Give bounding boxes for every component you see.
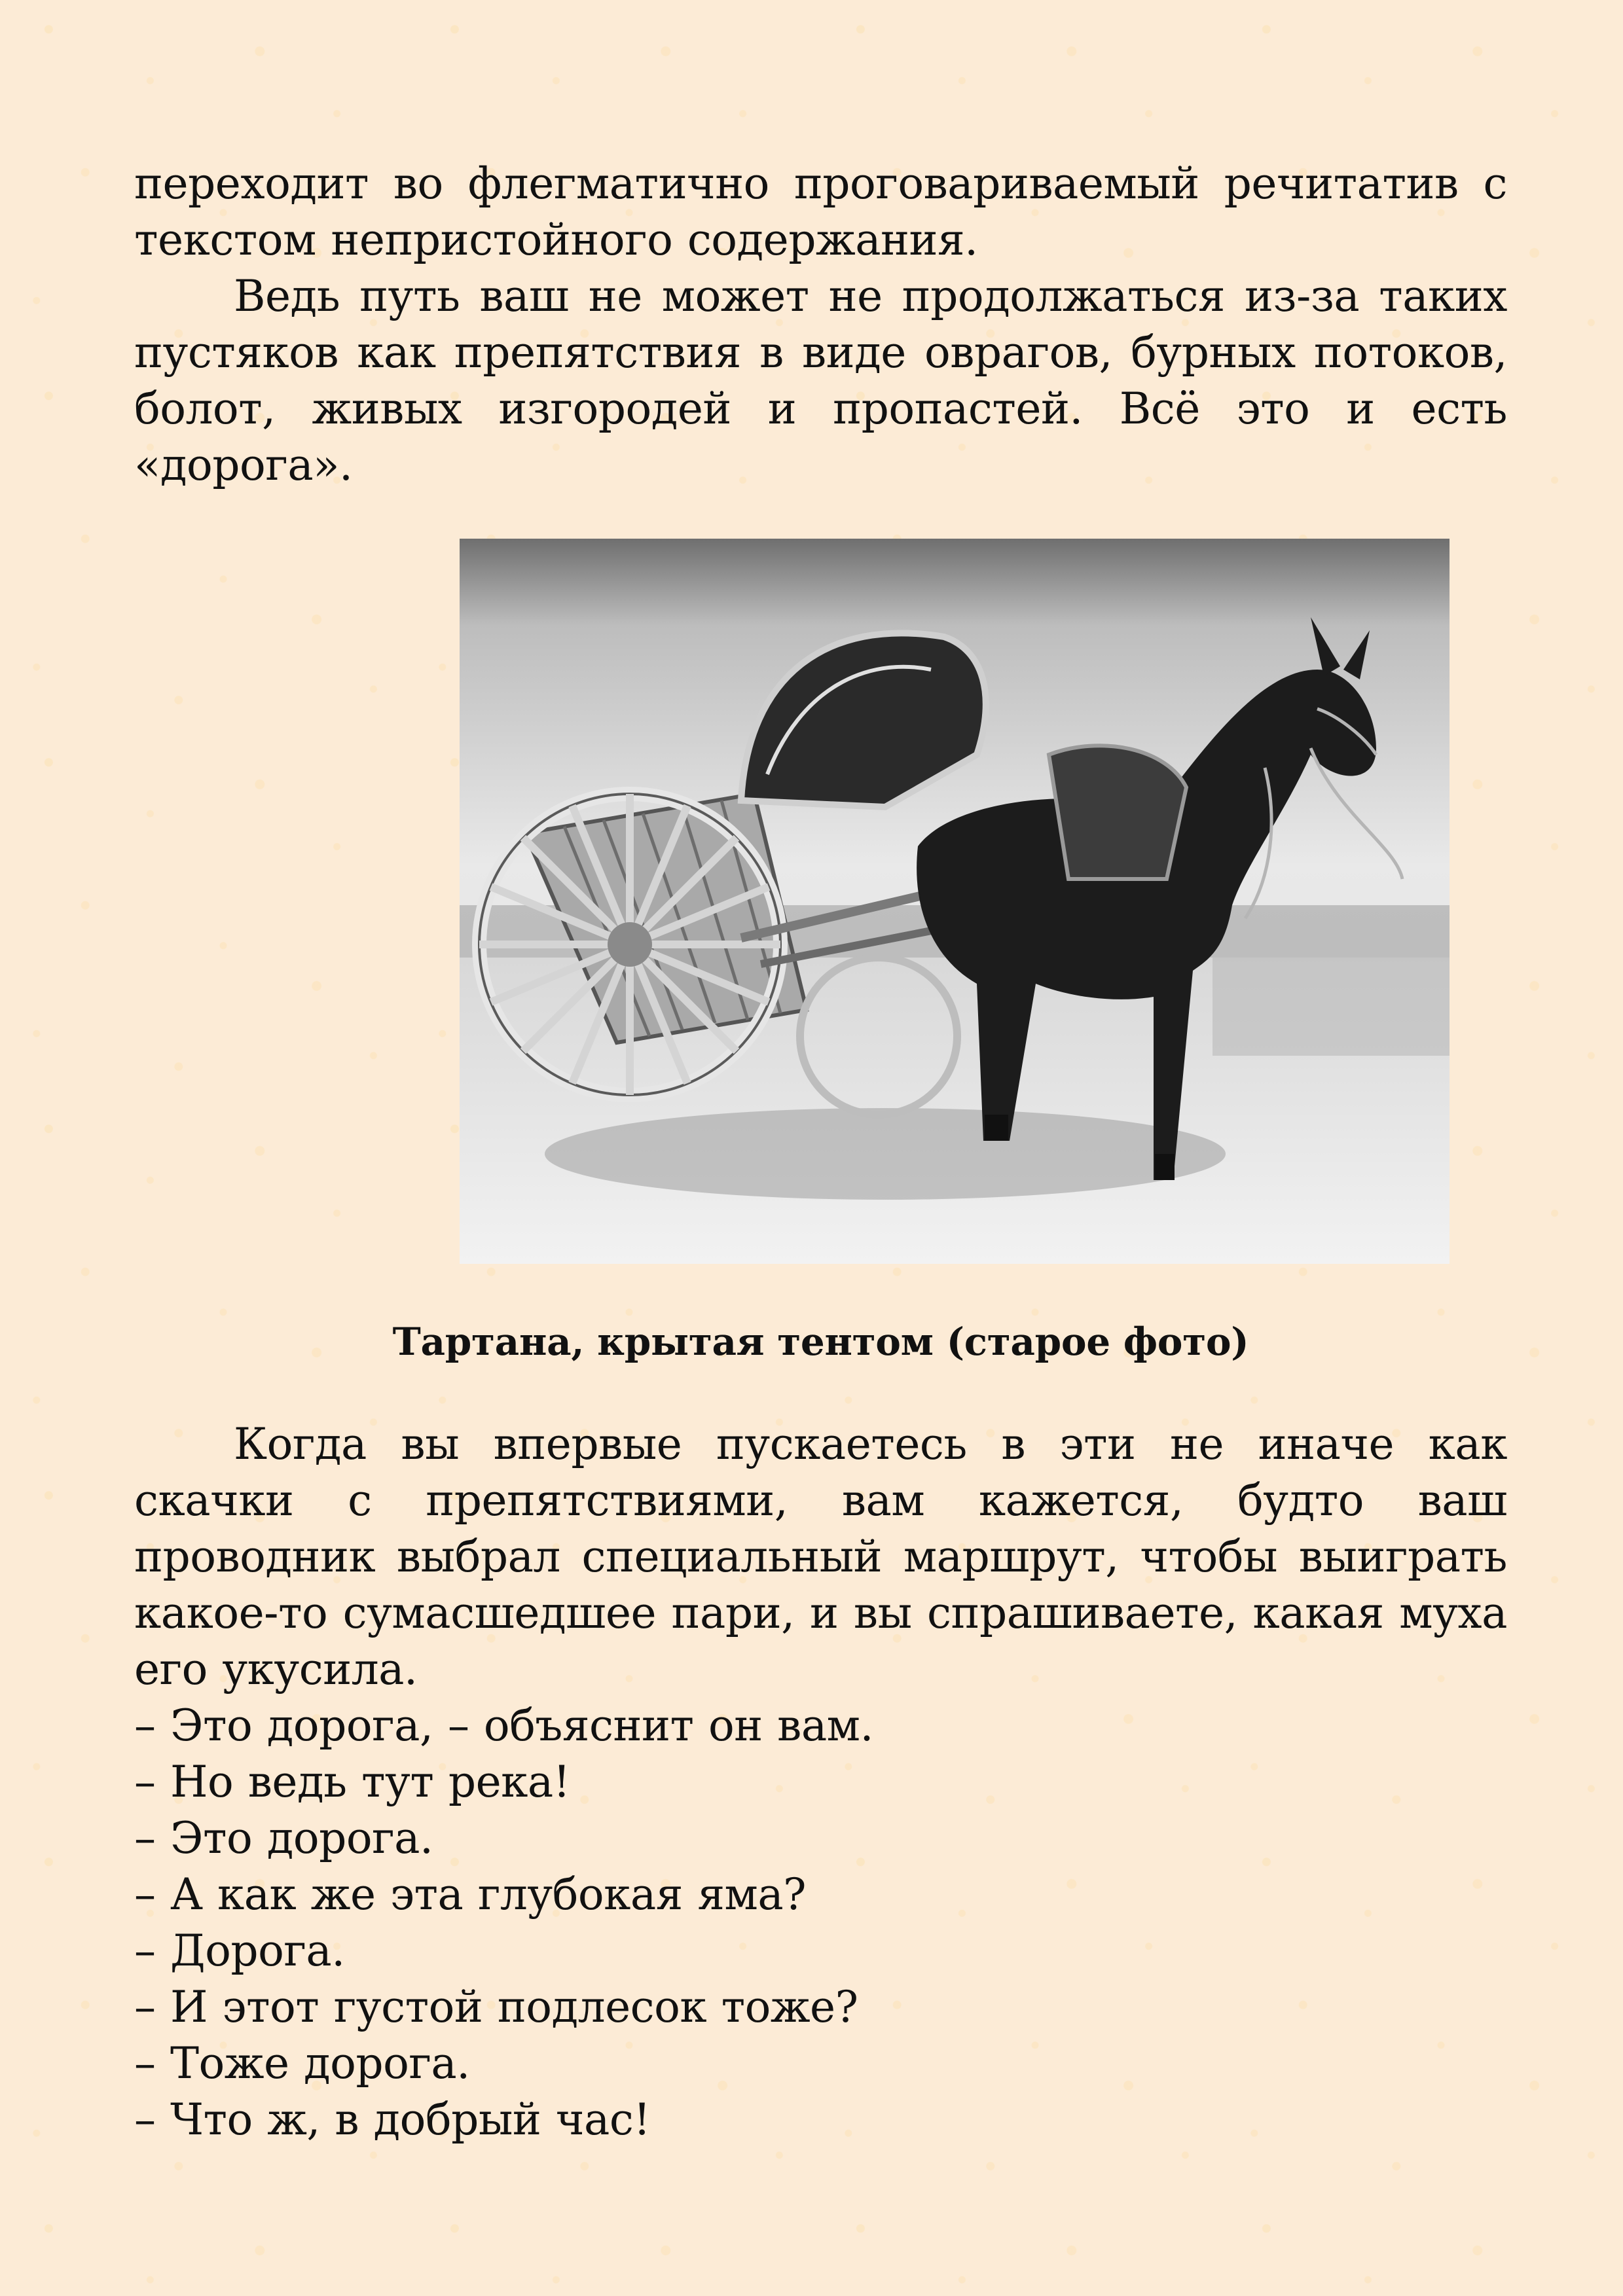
dialog-line: – Тоже дорога. <box>134 2038 470 2089</box>
dialog-line: – Что ж, в добрый час! <box>134 2094 651 2145</box>
dialog-line: – И этот густой подлесок тоже? <box>134 1982 858 2032</box>
bottom-text-block <box>134 1416 1507 2148</box>
dialog-line: – Это дорога. <box>134 1813 433 1863</box>
paragraph-continuation: переходит во флегматично проговариваемый речитатив с текстом непристойного содержания. <box>134 158 1507 265</box>
dialog-line: – Дорога. <box>134 1926 345 1976</box>
top-text-block <box>134 156 1507 493</box>
paragraph-obstacles: Когда вы впервые пускаетесь в эти не иначе как скачки с препятствиями, вам кажется, будто ваш проводник выбрал специальный маршрут, чтобы выиграть какое-то сумасшедшее пари, и вы спрашиваете, какая муха его укусила. <box>134 1419 1507 1695</box>
paragraph-road: Ведь путь ваш не может не продолжаться из-за таких пустяков как препятствия в виде оврагов, бурных потоков, болот, живых изгородей и пропастей. Всё это и есть «дорога». <box>134 271 1507 490</box>
dialog-line: – Но ведь тут река! <box>134 1757 570 1807</box>
dialog-line: – Это дорога, – объяснит он вам. <box>134 1700 873 1751</box>
dialog-line: – А как же эта глубокая яма? <box>134 1869 807 1920</box>
cart-photo <box>460 539 1450 1264</box>
figure-caption: Тартана, крытая тентом (старое фото) <box>392 1319 1249 1364</box>
